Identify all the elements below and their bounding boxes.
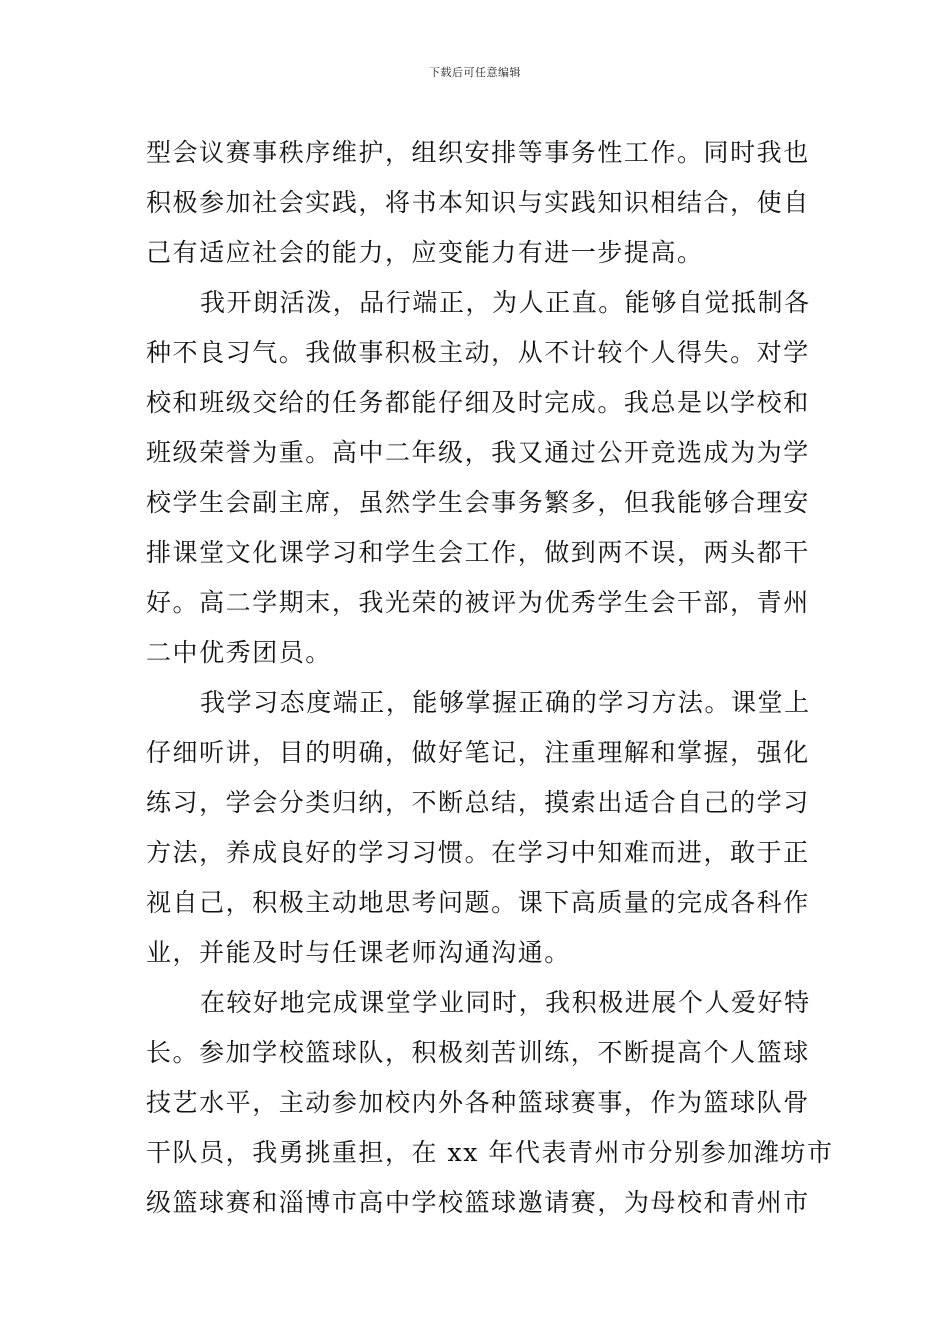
text-line: 二中优秀团员。: [146, 638, 332, 667]
text-line: 种不良习气。我做事积极主动，从不计较个人得失。对学: [146, 338, 810, 367]
document-body: [146, 128, 834, 1228]
text-line: 技艺水平，主动参加校内外各种篮球赛事，作为篮球队骨: [146, 1088, 810, 1117]
text-line: 好。高二学期末，我光荣的被评为优秀学生会干部，青州: [146, 588, 810, 617]
page-header: 下载后可任意编辑: [429, 66, 521, 79]
text-line: 班级荣誉为重。高中二年级，我又通过公开竞选成为为学: [146, 438, 810, 467]
text-line: 干队员，我勇挑重担，在 xx 年代表青州市分别参加潍坊市: [146, 1138, 834, 1167]
text-line: 校学生会副主席，虽然学生会事务繁多，但我能够合理安: [146, 488, 810, 517]
text-line: 长。参加学校篮球队，积极刻苦训练，不断提高个人篮球: [146, 1038, 810, 1067]
text-line: 我学习态度端正，能够掌握正确的学习方法。课堂上: [200, 688, 811, 717]
text-line: 校和班级交给的任务都能仔细及时完成。我总是以学校和: [146, 388, 810, 417]
text-line: 视自己，积极主动地思考问题。课下高质量的完成各科作: [146, 888, 810, 917]
text-line: 己有适应社会的能力，应变能力有进一步提高。: [146, 238, 704, 267]
text-line: 排课堂文化课学习和学生会工作，做到两不误，两头都干: [146, 538, 810, 567]
text-line: 级篮球赛和淄博市高中学校篮球邀请赛，为母校和青州市: [146, 1188, 810, 1217]
text-line: 我开朗活泼，品行端正，为人正直。能够自觉抵制各: [200, 288, 811, 317]
text-line: 方法，养成良好的学习习惯。在学习中知难而进，敢于正: [146, 838, 810, 867]
text-line: 练习，学会分类归纳，不断总结，摸索出适合自己的学习: [146, 788, 810, 817]
text-line: 在较好地完成课堂学业同时，我积极进展个人爱好特: [200, 988, 811, 1017]
text-line: 型会议赛事秩序维护，组织安排等事务性工作。同时我也: [146, 138, 810, 167]
text-line: 业，并能及时与任课老师沟通沟通。: [146, 938, 571, 967]
text-line: 积极参加社会实践，将书本知识与实践知识相结合，使自: [146, 188, 810, 217]
text-line: 仔细听讲，目的明确，做好笔记，注重理解和掌握，强化: [146, 738, 810, 767]
